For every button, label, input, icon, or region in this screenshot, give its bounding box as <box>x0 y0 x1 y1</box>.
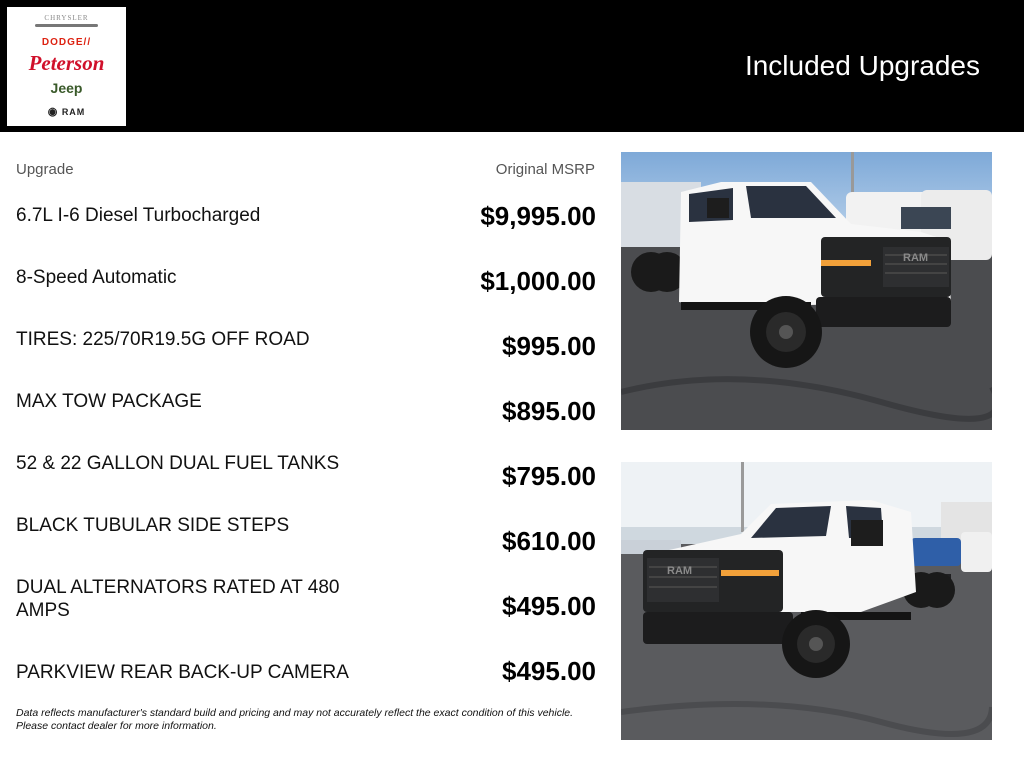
upgrade-name: 8-Speed Automatic <box>16 267 177 288</box>
truck-photo-front-right[interactable] <box>621 462 992 740</box>
table-row <box>0 390 620 455</box>
upgrade-name: TIRES: 225/70R19.5G OFF ROAD <box>16 329 310 350</box>
dodge-logo-text: DODGE// <box>41 37 92 48</box>
upgrade-price: $495.00 <box>502 591 596 621</box>
upgrade-name: 6.7L I-6 Diesel Turbocharged <box>16 205 261 226</box>
chrysler-logo-text: CHRYSLER <box>44 14 89 22</box>
page-title: Included Upgrades <box>744 50 980 81</box>
upgrade-name: PARKVIEW REAR BACK-UP CAMERA <box>16 662 349 683</box>
upgrade-name: MAX TOW PACKAGE <box>16 391 202 412</box>
upgrade-name: DUAL ALTERNATORS RATED AT 480 AMPS <box>16 577 340 621</box>
upgrade-name: 52 & 22 GALLON DUAL FUEL TANKS <box>16 453 340 474</box>
upgrade-price: $895.00 <box>502 396 596 426</box>
table-row <box>0 452 620 517</box>
upgrade-name: BLACK TUBULAR SIDE STEPS <box>16 515 290 536</box>
chrysler-wing-icon <box>35 24 98 27</box>
truck-image <box>621 462 992 740</box>
jeep-logo-text: Jeep <box>50 80 83 96</box>
table-row <box>0 201 620 269</box>
table-row <box>0 328 620 393</box>
truck-image <box>621 152 992 430</box>
upgrade-price: $1,000.00 <box>480 266 596 296</box>
disclaimer-text: Data reflects manufacturer's standard build and pricing and may not accurately reflect the exact condition of this vehicle. Please contact dealer for more information. <box>16 707 574 732</box>
table-row <box>0 514 620 579</box>
ram-logo-text: ◉ RAM <box>47 106 86 118</box>
dealer-name: Peterson <box>28 51 105 75</box>
header-bar <box>0 0 1024 132</box>
upgrade-price: $9,995.00 <box>480 201 596 231</box>
column-header-msrp: Original MSRP <box>495 161 595 178</box>
column-header-upgrade: Upgrade <box>16 161 74 178</box>
table-row <box>0 266 620 331</box>
table-row <box>0 576 620 641</box>
upgrade-price: $995.00 <box>502 331 596 361</box>
upgrade-price: $610.00 <box>502 526 596 556</box>
svg-text:RAM: RAM <box>667 565 693 577</box>
dealer-logo[interactable] <box>7 7 126 126</box>
svg-text:RAM: RAM <box>903 252 929 264</box>
upgrade-price: $795.00 <box>502 461 596 491</box>
upgrade-price: $495.00 <box>502 656 596 686</box>
truck-photo-front-left[interactable] <box>621 152 992 430</box>
